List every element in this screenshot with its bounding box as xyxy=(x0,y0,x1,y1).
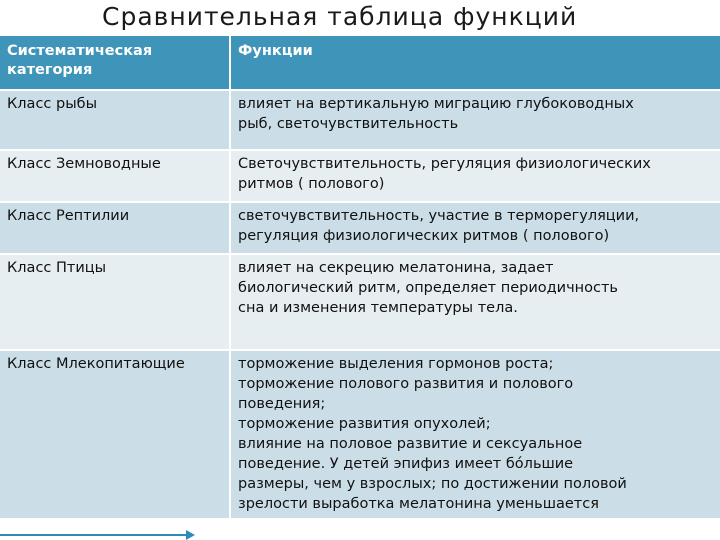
function-line: поведения; xyxy=(238,396,326,412)
table-header-row xyxy=(0,36,720,90)
function-line: поведение. У детей эпифиз имеет бóльшие xyxy=(238,456,574,472)
row-category: Класс Рептилии xyxy=(0,202,230,254)
decorative-line xyxy=(0,534,188,536)
row-category: Класс Млекопитающие xyxy=(0,350,230,518)
row-functions xyxy=(230,254,720,350)
slide-title: Сравнительная таблица функций xyxy=(102,2,578,31)
function-line: влияет на секрецию мелатонина, задает xyxy=(238,260,554,276)
function-line: торможение выделения гормонов роста; xyxy=(238,356,554,372)
row-functions xyxy=(230,150,720,202)
row-category: Класс Птицы xyxy=(0,254,230,350)
row-category: Класс Земноводные xyxy=(0,150,230,202)
arrow-right-icon xyxy=(186,530,195,540)
table-row xyxy=(0,150,720,202)
function-line: Светочувствительность, регуляция физиологических xyxy=(238,156,651,172)
function-line: размеры, чем у взрослых; по достижении половой xyxy=(238,476,627,492)
header-category: Систематическая категория xyxy=(0,36,230,90)
table-row xyxy=(0,350,720,518)
function-line: рыб, светочувствительность xyxy=(238,116,459,132)
function-line: светочувствительность, участие в терморегуляции, xyxy=(238,208,640,224)
function-line: влияет на вертикальную миграцию глубоководных xyxy=(238,96,634,112)
function-line: регуляция физиологических ритмов ( полового) xyxy=(238,228,610,244)
function-line: торможение развития опухолей; xyxy=(238,416,491,432)
row-functions xyxy=(230,90,720,150)
function-line: зрелости выработка мелатонина уменьшается xyxy=(238,496,599,512)
function-line: влияние на половое развитие и сексуальное xyxy=(238,436,583,452)
function-line: сна и изменения температуры тела. xyxy=(238,300,518,316)
row-category: Класс рыбы xyxy=(0,90,230,150)
table-row xyxy=(0,90,720,150)
comparison-table xyxy=(0,36,720,518)
row-functions xyxy=(230,350,720,518)
function-line: ритмов ( полового) xyxy=(238,176,385,192)
table-row xyxy=(0,202,720,254)
table-row xyxy=(0,254,720,350)
header-functions: Функции xyxy=(230,36,720,90)
row-functions xyxy=(230,202,720,254)
function-line: биологический ритм, определяет периодичность xyxy=(238,280,618,296)
function-line: торможение полового развития и полового xyxy=(238,376,574,392)
